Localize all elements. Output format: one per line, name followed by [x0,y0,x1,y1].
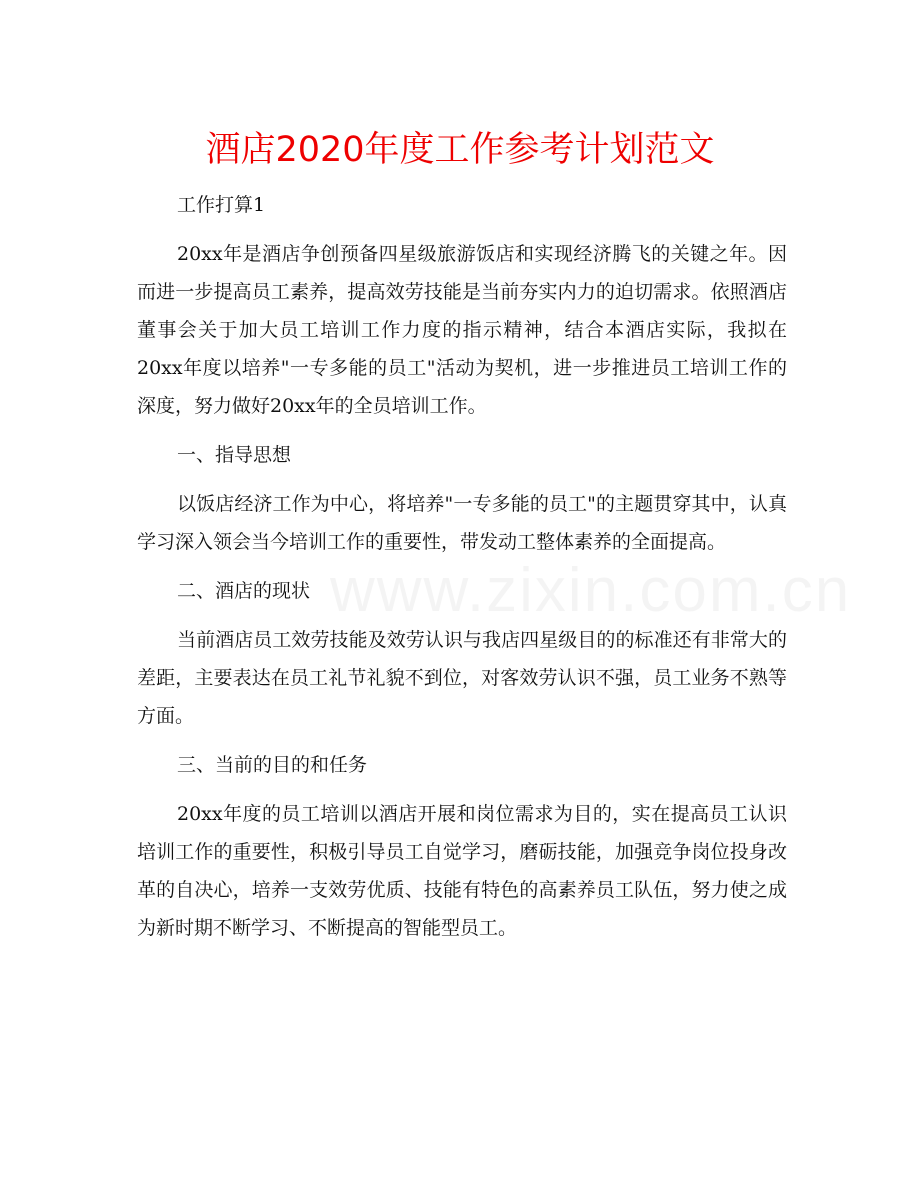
paragraph-guiding-thought: 以饭店经济工作为中心，将培养"一专多能的员工"的主题贯穿其中，认真学习深入领会当今培训工作的重要性，带发动工整体素养的全面提高。 [137,493,787,553]
document-body [137,186,787,947]
paragraph-hotel-status: 当前酒店员工效劳技能及效劳认识与我店四星级目的的标准还有非常大的差距，主要表达在员工礼节礼貌不到位，对客效劳认识不强，员工业务不熟等方面。 [137,629,787,727]
section-heading-plan: 工作打算1 [177,194,266,216]
section-heading-hotel-status: 二、酒店的现状 [177,580,311,602]
paragraph-goals: 20xx年度的员工培训以酒店开展和岗位需求为目的，实在提高员工认识培训工作的重要性，积极引导员工自觉学习，磨砺技能，加强竞争岗位投身改革的自决心，培养一支效劳优质、技能有特色的高素养员工队伍，努力使之成为新时期不断学习、不断提高的智能型员工。 [137,803,787,939]
document-title: 酒店2020年度工作参考计划范文 [205,130,715,170]
paragraph-intro: 20xx年是酒店争创预备四星级旅游饭店和实现经济腾飞的关键之年。因而进一步提高员工素养，提高效劳技能是当前夯实内力的迫切需求。依照酒店董事会关于加大员工培训工作力度的指示精神，结合本酒店实际，我拟在20xx年度以培养"一专多能的员工"活动为契机，进一步推进员工培训工作的深度，努力做好20xx年的全员培训工作。 [137,243,787,417]
section-heading-goals: 三、当前的目的和任务 [177,754,368,776]
section-heading-guiding-thought: 一、指导思想 [177,444,292,466]
